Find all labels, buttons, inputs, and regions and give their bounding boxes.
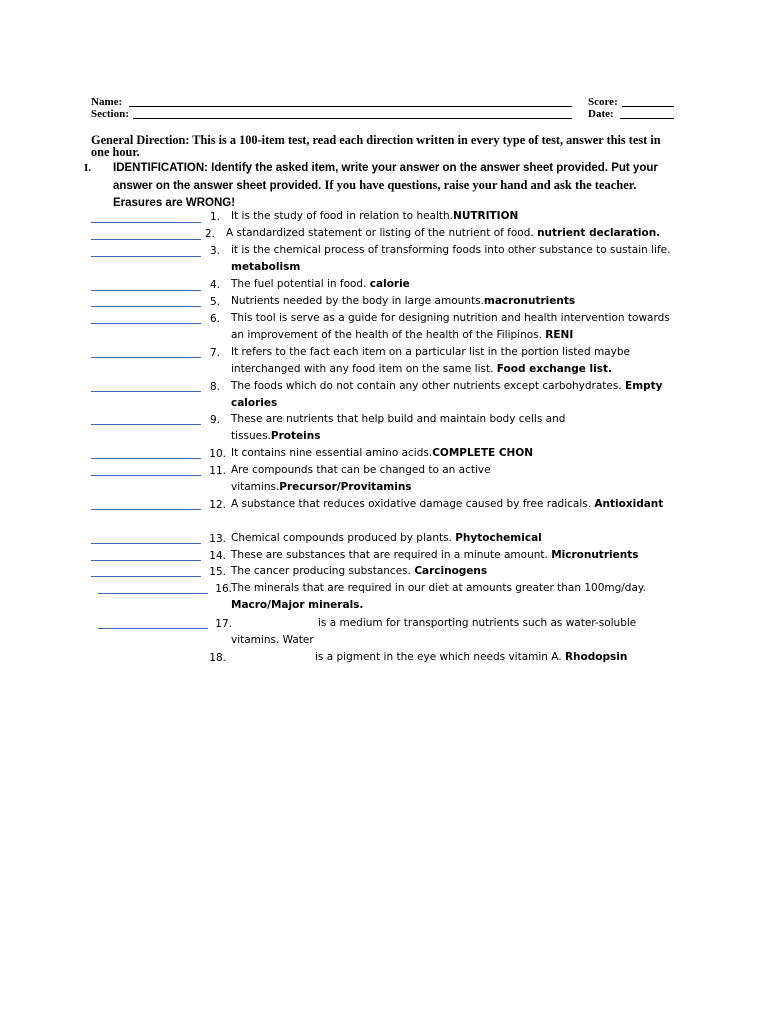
answer-8: Empty calories bbox=[231, 380, 663, 409]
answer-blank-11[interactable] bbox=[91, 475, 201, 476]
answer-16: Macro/Major minerals. bbox=[231, 599, 364, 611]
item-number-3: 3. bbox=[209, 245, 220, 257]
item-number-1: 1. bbox=[209, 211, 220, 223]
item-9: These are nutrients that help build and maintain body cells and tissues.Proteins bbox=[231, 413, 566, 442]
instruction-part-c: Erasures are WRONG! bbox=[113, 197, 236, 209]
answer-blank-4[interactable] bbox=[91, 290, 201, 291]
item-7: It refers to the fact each item on a particular list in the portion listed maybe interchanged with any food item on the same list. Food exchange list. bbox=[231, 346, 630, 375]
section-field-line[interactable] bbox=[133, 118, 572, 119]
section-label: Section: bbox=[91, 108, 129, 120]
item-number-11: 11. bbox=[209, 465, 226, 477]
answer-9: Proteins bbox=[270, 430, 321, 442]
answer-12: Antioxidant bbox=[594, 498, 664, 510]
answer-blank-14[interactable] bbox=[91, 560, 201, 561]
item-14: These are substances that are required in a minute amount. Micronutrients bbox=[231, 549, 639, 561]
item-11: Are compounds that can be changed to an active vitamins.Precursor/Provitamins bbox=[231, 464, 491, 493]
answer-blank-15[interactable] bbox=[91, 576, 201, 577]
answer-14: Micronutrients bbox=[551, 549, 639, 561]
item-number-6: 6. bbox=[209, 313, 220, 325]
answer-7: Food exchange list. bbox=[496, 363, 613, 375]
item-8: The foods which do not contain any other nutrients except carbohydrates. Empty calories bbox=[231, 380, 663, 409]
instruction-part-a: IDENTIFICATION: Identify the asked item, write your answer on the answer sheet provided. Put your answer on the answer sheet provided. bbox=[113, 162, 658, 192]
item-number-16: 16. bbox=[215, 583, 232, 595]
answer-3: metabolism bbox=[231, 261, 301, 273]
answer-1: NUTRITION bbox=[453, 210, 519, 222]
answer-6: RENI bbox=[545, 329, 574, 341]
item-number-13: 13. bbox=[209, 533, 226, 545]
answer-4: calorie bbox=[369, 278, 410, 290]
date-field-line[interactable] bbox=[620, 118, 674, 119]
item-15: The cancer producing substances. Carcinogens bbox=[231, 565, 488, 577]
item-3: it is the chemical process of transforming foods into other substance to sustain life. metabolism bbox=[231, 244, 671, 273]
date-label: Date: bbox=[588, 108, 614, 120]
answer-18: Rhodopsin bbox=[564, 651, 628, 663]
item-16: The minerals that are required in our diet at amounts greater than 100mg/day. Macro/Major minerals. bbox=[231, 582, 646, 611]
score-field-line[interactable] bbox=[622, 106, 674, 107]
name-label: Name: bbox=[91, 96, 123, 108]
item-number-15: 15. bbox=[209, 566, 226, 578]
item-number-17: 17. bbox=[215, 618, 232, 630]
item-number-5: 5. bbox=[209, 296, 220, 308]
item-number-10: 10. bbox=[209, 448, 226, 460]
item-5: Nutrients needed by the body in large amounts.macronutrients bbox=[231, 295, 576, 307]
score-label: Score: bbox=[588, 96, 618, 108]
answer-13: Phytochemical bbox=[455, 532, 542, 544]
item-number-12: 12. bbox=[209, 499, 226, 511]
item-1: It is the study of food in relation to health.NUTRITION bbox=[231, 210, 519, 222]
answer-15: Carcinogens bbox=[414, 565, 488, 577]
answer-2: nutrient declaration. bbox=[537, 227, 661, 239]
name-field-line[interactable] bbox=[129, 106, 572, 107]
item-number-8: 8. bbox=[209, 381, 220, 393]
answer-blank-12[interactable] bbox=[91, 509, 201, 510]
item-13: Chemical compounds produced by plants. Phytochemical bbox=[231, 532, 542, 544]
item-number-14: 14. bbox=[209, 550, 226, 562]
general-direction: General Direction: This is a 100-item test, read each direction written in every type of test, answer this test in one hour. bbox=[91, 133, 661, 159]
answer-5: macronutrients bbox=[483, 295, 576, 307]
instruction-part-b: If you have questions, raise your hand and ask the teacher. bbox=[321, 178, 637, 192]
answer-17: Water bbox=[282, 634, 314, 646]
item-4: The fuel potential in food. calorie bbox=[231, 278, 410, 290]
item-number-18: 18. bbox=[209, 652, 226, 664]
answer-11: Precursor/Provitamins bbox=[279, 481, 412, 493]
item-12: A substance that reduces oxidative damage caused by free radicals. Antioxidant bbox=[231, 498, 664, 510]
item-10: It contains nine essential amino acids.COMPLETE CHON bbox=[231, 447, 534, 459]
answer-10: COMPLETE CHON bbox=[432, 447, 534, 459]
item-6: This tool is serve as a guide for designing nutrition and health intervention towards an improvement of the health of the health of the Filipinos. RENI bbox=[231, 312, 670, 341]
item-number-2: 2. bbox=[204, 228, 215, 240]
item-2: A standardized statement or listing of the nutrient of food. nutrient declaration. bbox=[226, 227, 661, 239]
item-number-4: 4. bbox=[209, 279, 220, 291]
item-17: is a medium for transporting nutrients such as water-soluble vitamins. Water bbox=[231, 617, 637, 646]
item-number-7: 7. bbox=[209, 347, 220, 359]
answer-blank-10[interactable] bbox=[91, 458, 201, 459]
item-number-9: 9. bbox=[209, 414, 220, 426]
section-numeral: I. bbox=[84, 162, 92, 174]
answer-blank-13[interactable] bbox=[91, 543, 201, 544]
section-instruction bbox=[113, 160, 688, 212]
item-18: is a pigment in the eye which needs vitamin A. Rhodopsin bbox=[315, 651, 628, 663]
